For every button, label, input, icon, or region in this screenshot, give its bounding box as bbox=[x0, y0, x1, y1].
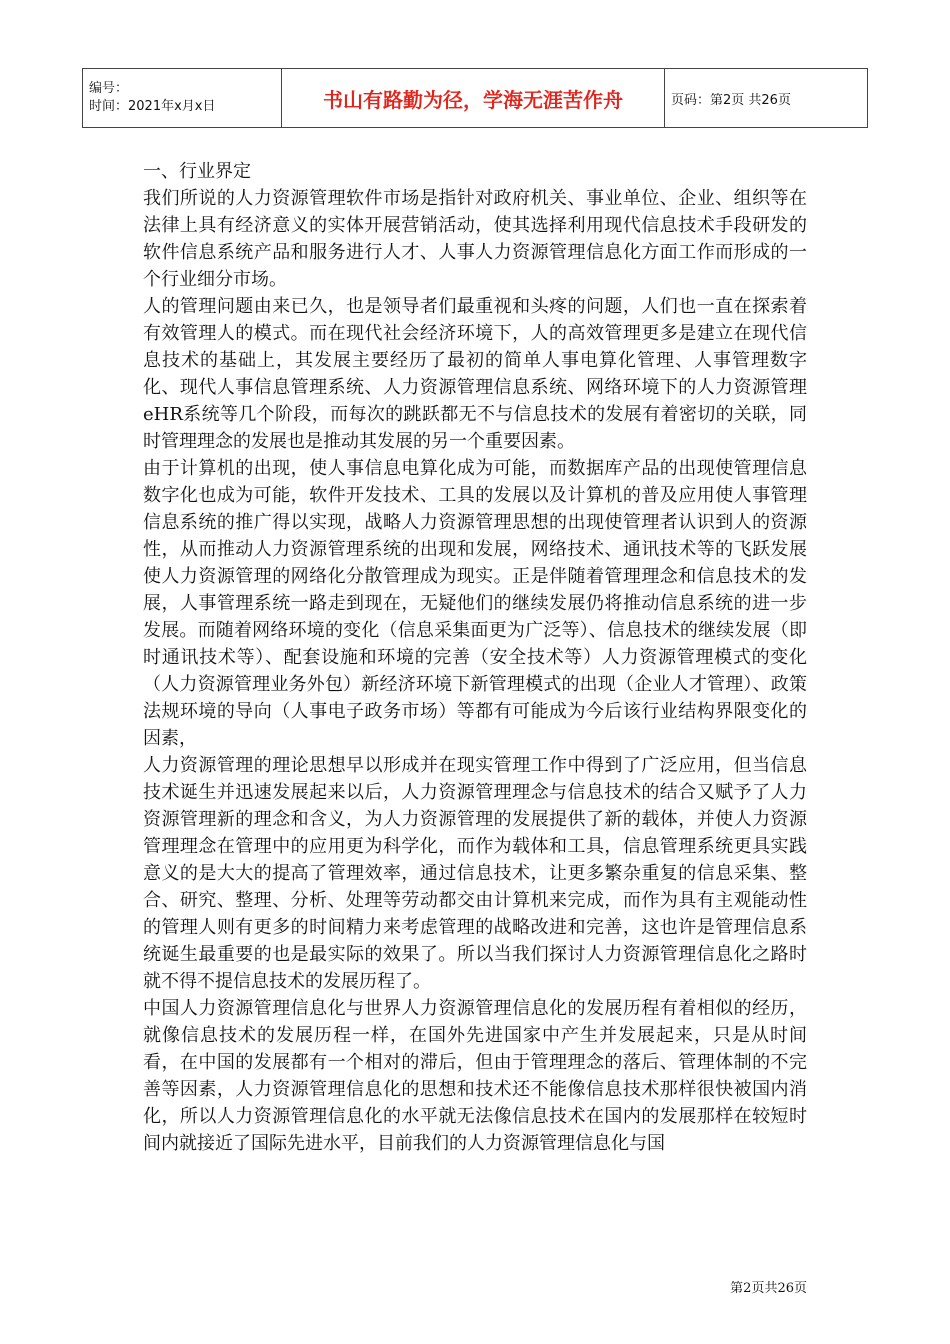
section-heading: 一、行业界定 bbox=[143, 161, 251, 182]
paragraph: 由于计算机的出现，使人事信息电算化成为可能，而数据库产品的出现使管理信息数字化也成为可能，软件开发技术、工具的发展以及计算机的普及应用使人事管理信息系统的推广得以实现，战略人力资源管理思想的出现使管理者认识到人的资源性，从而推动人力资源管理系统的出现和发展，网络技术、通讯技术等的飞跃发展使人力资源管理的网络化分散管理成为现实。正是伴随着管理理念和信息技术的发展，人事管理系统一路走到现在，无疑他们的继续发展仍将推动信息系统的进一步发展。而随着网络环境的变化（信息采集面更为广泛等）、信息技术的继续发展（即时通讯技术等）、配套设施和环境的完善（安全技术等）人力资源管理模式的变化（人力资源管理业务外包）新经济环境下新管理模式的出现（企业人才管理）、政策法规环境的导向（人事电子政务市场）等都有可能成为今后该行业结构界限变化的因素， bbox=[143, 458, 807, 749]
time-label: 时间：2021年x月x日 bbox=[89, 99, 216, 114]
header-motto: 书山有路勤为径，学海无涯苦作舟 bbox=[323, 87, 623, 112]
header-page-label: 页码：第2页 共26页 bbox=[665, 69, 868, 128]
header-motto-cell bbox=[282, 69, 665, 128]
paragraph: 中国人力资源管理信息化与世界人力资源管理信息化的发展历程有着相似的经历，就像信息技术的发展历程一样，在国外先进国家中产生并发展起来，只是从时间看，在中国的发展都有一个相对的滞后，但由于管理理念的落后、管理体制的不完善等因素，人力资源管理信息化的思想和技术还不能像信息技术那样很快被国内消化，所以人力资源管理信息化的水平就无法像信息技术在国内的发展那样在较短时间内就接近了国际先进水平，目前我们的人力资源管理信息化与国 bbox=[143, 998, 807, 1154]
page-footer: 第2页共26页 bbox=[730, 1281, 807, 1296]
number-label: 编号： bbox=[89, 81, 129, 96]
document-header bbox=[82, 68, 868, 128]
document-body bbox=[143, 158, 807, 1157]
paragraph: 我们所说的人力资源管理软件市场是指针对政府机关、事业单位、企业、组织等在法律上具有经济意义的实体开展营销活动，使其选择利用现代信息技术手段研发的软件信息系统产品和服务进行人才、人事人力资源管理信息化方面工作而形成的一个行业细分市场。 bbox=[143, 188, 807, 290]
header-meta bbox=[83, 69, 282, 128]
paragraph: 人力资源管理的理论思想早以形成并在现实管理工作中得到了广泛应用，但当信息技术诞生并迅速发展起来以后，人力资源管理理念与信息技术的结合又赋予了人力资源管理新的理念和含义，为人力资源管理的发展提供了新的载体，并使人力资源管理理念在管理中的应用更为科学化，而作为载体和工具，信息管理系统更具实践意义的是大大的提高了管理效率，通过信息技术，让更多繁杂重复的信息采集、整合、研究、整理、分析、处理等劳动都交由计算机来完成，而作为具有主观能动性的管理人则有更多的时间精力来考虑管理的战略改进和完善，这也许是管理信息系统诞生最重要的也是最实际的效果了。所以当我们探讨人力资源管理信息化之路时就不得不提信息技术的发展历程了。 bbox=[143, 755, 807, 992]
paragraph: 人的管理问题由来已久，也是领导者们最重视和头疼的问题，人们也一直在探索着有效管理人的模式。而在现代社会经济环境下，人的高效管理更多是建立在现代信息技术的基础上，其发展主要经历了最初的简单人事电算化管理、人事管理数字化、现代人事信息管理系统、人力资源管理信息系统、网络环境下的人力资源管理eHR系统等几个阶段，而每次的跳跃都无不与信息技术的发展有着密切的关联，同时管理理念的发展也是推动其发展的另一个重要因素。 bbox=[143, 296, 807, 452]
